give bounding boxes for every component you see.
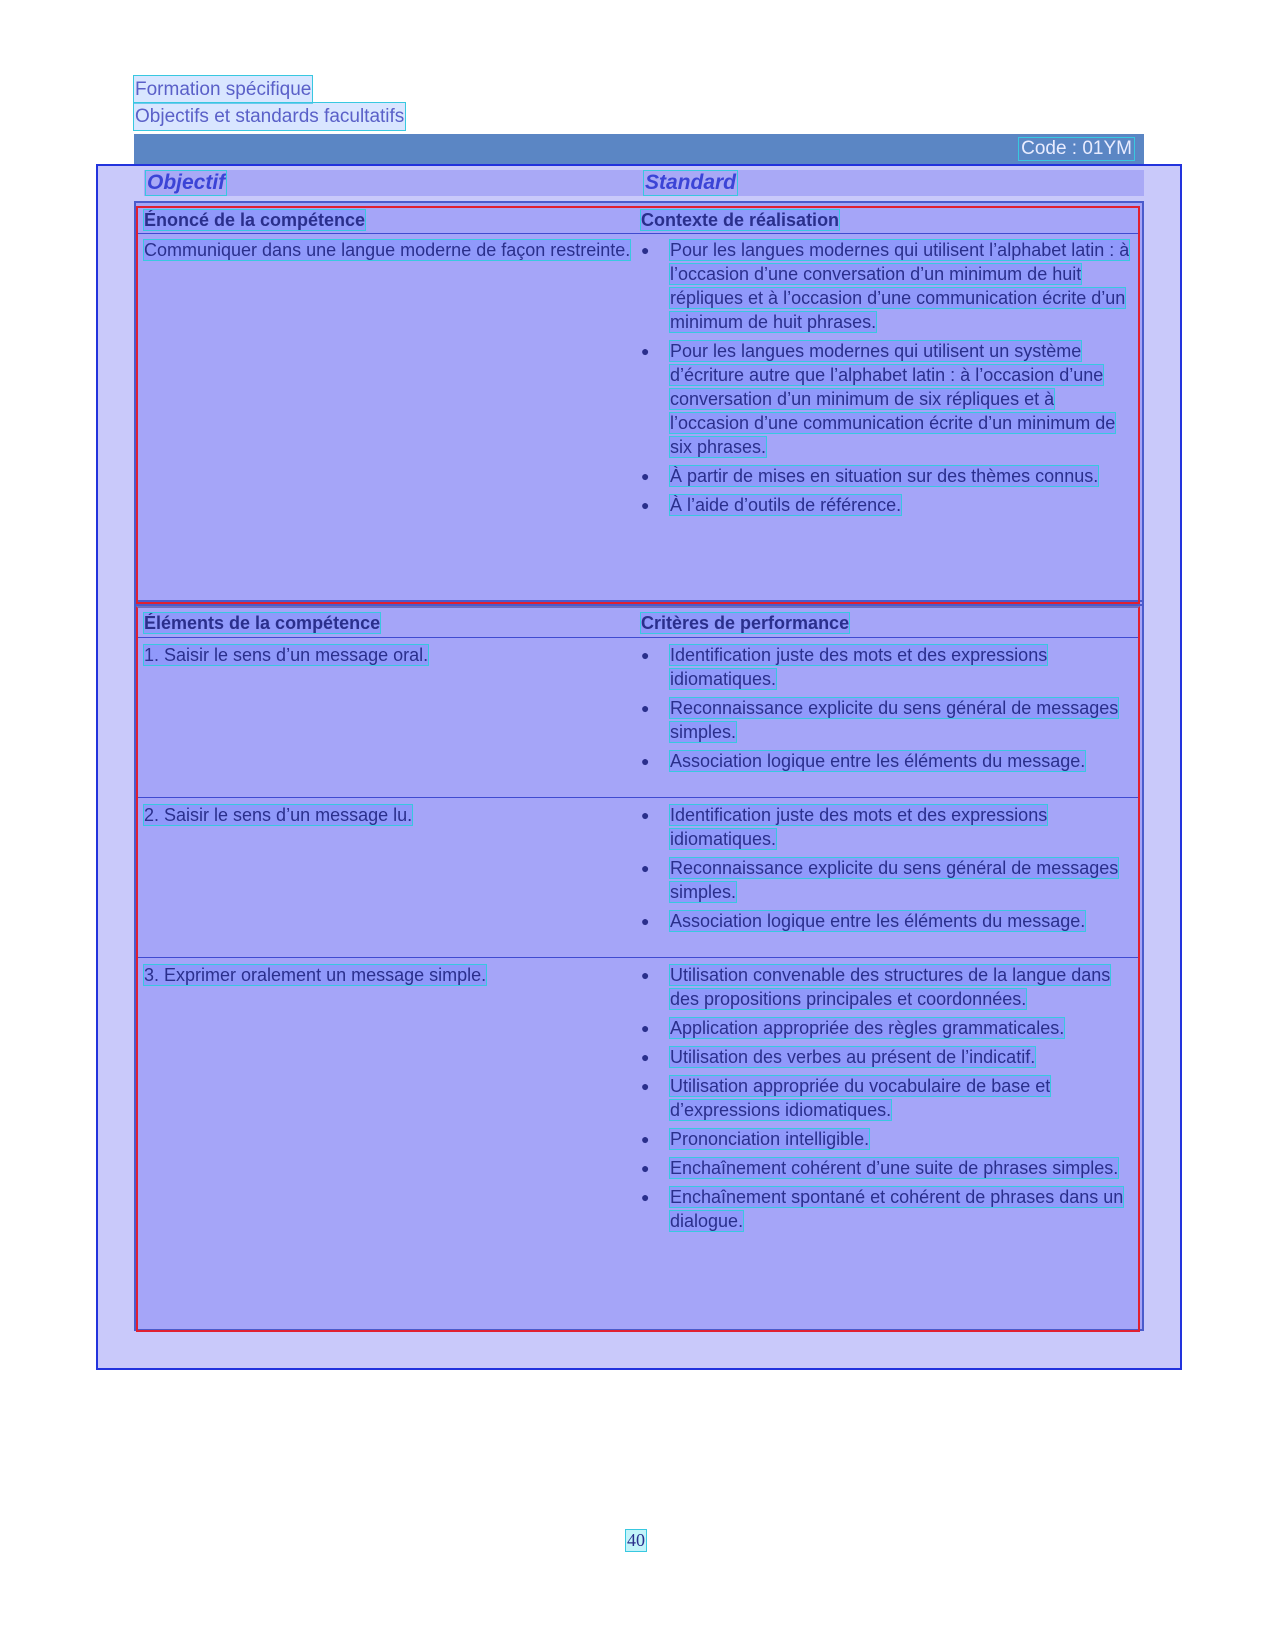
list-item: ● À l’aide d’outils de référence. <box>641 495 902 515</box>
bullet-icon: ● <box>641 913 650 929</box>
bullet-icon: ● <box>641 1131 650 1147</box>
list-item: ● Association logique entre les éléments du message. <box>641 751 1086 771</box>
bullet-icon: ● <box>641 242 650 258</box>
bullet-icon: ● <box>641 468 650 484</box>
bullet-icon: ● <box>641 1160 650 1176</box>
list-item: ● Reconnaissance explicite du sens général de messages simples. <box>641 698 1119 742</box>
list-item: ● Enchaînement cohérent d’une suite de phrases simples. <box>641 1158 1119 1178</box>
bullet-icon: ● <box>641 753 650 769</box>
bullet-icon: ● <box>641 497 650 513</box>
bullet-icon: ● <box>641 1049 650 1065</box>
enonce-section-outline <box>136 206 1140 604</box>
list-item: ● Identification juste des mots et des expressions idiomatiques. <box>641 805 1048 849</box>
bullet-icon: ● <box>641 1078 650 1094</box>
bullet-icon: ● <box>641 700 650 716</box>
bullet-icon: ● <box>641 343 650 359</box>
list-item: ● Enchaînement spontané et cohérent de phrases dans un dialogue. <box>641 1187 1124 1231</box>
bullet-icon: ● <box>641 807 650 823</box>
list-item: ● Utilisation des verbes au présent de l’indicatif. <box>641 1047 1036 1067</box>
contexte-header: Contexte de réalisation <box>641 210 840 230</box>
elements-section-outline <box>136 606 1140 1332</box>
list-item: ● Application appropriée des règles grammaticales. <box>641 1018 1065 1038</box>
list-item: ● Pour les langues modernes qui utilisent un système d’écriture autre que l’alphabet latin : à l’occasion d’une conversation d’un minimum de six répliques et à l’occasion d’une communication écrite d’un minimum de six phrases. <box>641 341 1116 457</box>
bullet-icon: ● <box>641 860 650 876</box>
competence-statement: Communiquer dans une langue moderne de façon restreinte. <box>144 240 631 260</box>
objectif-title: Objectif <box>147 171 226 194</box>
document-header <box>134 76 405 130</box>
column-titles <box>144 170 1144 196</box>
section-title: Formation spécifique <box>134 76 312 103</box>
enonce-header: Énoncé de la compétence <box>144 210 366 230</box>
standard-title: Standard <box>645 171 737 194</box>
elements-header: Éléments de la compétence <box>144 613 381 633</box>
list-item: ● Pour les langues modernes qui utilisent l’alphabet latin : à l’occasion d’une conversation d’un minimum de huit répliques et à l’occasion d’une communication écrite d’un minimum de huit phrases. <box>641 240 1130 332</box>
bullet-icon: ● <box>641 967 650 983</box>
list-item: ● Identification juste des mots et des expressions idiomatiques. <box>641 645 1048 689</box>
list-item: ● Association logique entre les éléments du message. <box>641 911 1086 931</box>
list-item: ● Utilisation convenable des structures de la langue dans des propositions principales et coordonnées. <box>641 965 1111 1009</box>
criteres-header: Critères de performance <box>641 613 850 633</box>
list-item: ● Reconnaissance explicite du sens général de messages simples. <box>641 858 1119 902</box>
page-number: 40 <box>627 1530 645 1550</box>
element-1-label: 1. Saisir le sens d’un message oral. <box>144 645 429 665</box>
list-item: ● Prononciation intelligible. <box>641 1129 870 1149</box>
list-item: ● À partir de mises en situation sur des thèmes connus. <box>641 466 1099 486</box>
bullet-icon: ● <box>641 1020 650 1036</box>
section-subtitle: Objectifs et standards facultatifs <box>134 103 405 130</box>
list-item: ● Utilisation appropriée du vocabulaire de base et d’expressions idiomatiques. <box>641 1076 1051 1120</box>
course-code: Code : 01YM <box>1021 138 1132 159</box>
bullet-icon: ● <box>641 647 650 663</box>
bullet-icon: ● <box>641 1189 650 1205</box>
element-2-label: 2. Saisir le sens d’un message lu. <box>144 805 413 825</box>
element-3-label: 3. Exprimer oralement un message simple. <box>144 965 487 985</box>
code-bar <box>134 134 1144 164</box>
